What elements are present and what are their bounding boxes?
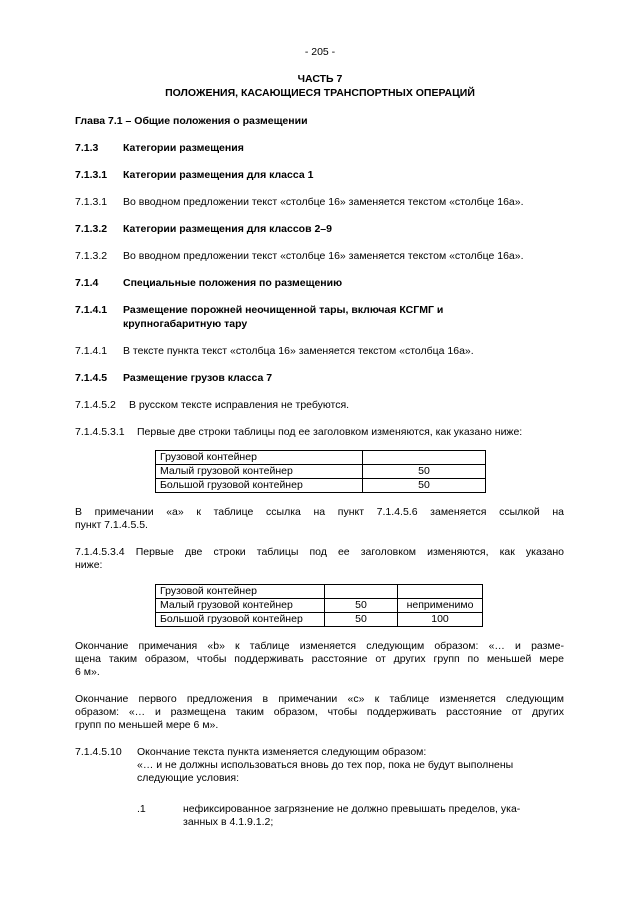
- section-number: 7.1.4.1: [75, 304, 108, 316]
- paragraph-text: Первые две строки таблицы под ее заголовком изменяются, как указано ниже:: [137, 426, 523, 438]
- list-item-number: .1: [137, 803, 146, 815]
- paragraph-text: Во вводном предложении текст «столбце 16» заменяется текстом «столбце 16а».: [123, 196, 524, 208]
- paragraph-number: 7.1.4.5.2: [75, 399, 116, 411]
- section-title: Категории размещения для класса 1: [123, 169, 314, 181]
- table-cell: 50: [363, 479, 486, 493]
- paragraph-text: В тексте пункта текст «столбца 16» заменяется текстом «столбца 16а».: [123, 345, 474, 357]
- paragraph-text: следующие условия:: [137, 772, 240, 784]
- table-cell: 50: [325, 613, 398, 627]
- table-cell: 50: [363, 465, 486, 479]
- part-title: ЧАСТЬ 7: [297, 73, 343, 85]
- paragraph-text: Во вводном предложении текст «столбце 16» заменяется текстом «столбце 16а».: [123, 250, 524, 262]
- table-cell: Малый грузовой контейнер: [156, 599, 325, 613]
- section-number: 7.1.3.2: [75, 223, 108, 235]
- list-item-text: нефиксированное загрязнение не должно превышать пределов, ука-: [183, 803, 521, 815]
- table-cell: Большой грузовой контейнер: [156, 479, 363, 493]
- section-number: 7.1.4: [75, 277, 99, 289]
- note-b-line: 6 м».: [75, 666, 100, 678]
- section-number: 7.1.3.1: [75, 169, 108, 181]
- list-item-text: занных в 4.1.9.1.2;: [183, 816, 274, 828]
- table-row: [156, 451, 486, 465]
- paragraph-number: 7.1.4.5.10: [75, 746, 122, 758]
- part-subtitle: ПОЛОЖЕНИЯ, КАСАЮЩИЕСЯ ТРАНСПОРТНЫХ ОПЕРАЦИЙ: [165, 87, 475, 99]
- paragraph-text: ниже:: [75, 559, 103, 571]
- section-title: Категории размещения для классов 2–9: [123, 223, 332, 235]
- table-row: [156, 479, 486, 493]
- note-c-line: образом: «… и размещена таким образом, чтобы поддерживать расстояние от других: [75, 706, 564, 718]
- table-row: [156, 465, 486, 479]
- table-row: [156, 613, 483, 627]
- note-a-line: пункт 7.1.4.5.5.: [75, 519, 148, 531]
- paragraph-number: 7.1.3.1: [75, 196, 108, 208]
- section-title: Размещение порожней неочищенной тары, включая КСГМГ и: [123, 304, 444, 316]
- note-c-line: Окончание первого предложения в примечании «c» к таблице изменяется следующим: [75, 693, 564, 705]
- container-table-1: [155, 450, 486, 493]
- paragraph-text: В русском тексте исправления не требуются.: [129, 399, 350, 411]
- table-cell: Малый грузовой контейнер: [156, 465, 363, 479]
- note-b-line: Окончание примечания «b» к таблице изменяется следующим образом: «… и разме-: [75, 640, 564, 652]
- table-cell: 100: [398, 613, 483, 627]
- paragraph-text: 7.1.4.5.3.4 Первые две строки таблицы под ее заголовком изменяются, как указано: [75, 546, 564, 558]
- table-cell: [363, 451, 486, 465]
- paragraph-number: 7.1.4.1: [75, 345, 108, 357]
- container-table-2: [155, 584, 483, 627]
- table-row: [156, 599, 483, 613]
- section-number: 7.1.4.5: [75, 372, 108, 384]
- section-title-continued: крупногабаритную тару: [123, 318, 248, 330]
- section-title: Категории размещения: [123, 142, 244, 154]
- paragraph-text: Окончание текста пункта изменяется следующим образом:: [137, 746, 427, 758]
- section-title: Размещение грузов класса 7: [123, 372, 273, 384]
- paragraph-number: 7.1.3.2: [75, 250, 108, 262]
- paragraph-number: 7.1.4.5.3.1: [75, 426, 125, 438]
- note-c-line: групп по меньшей мере 6 м».: [75, 719, 219, 731]
- note-a-line: В примечании «a» к таблице ссылка на пункт 7.1.4.5.6 заменяется ссылкой на: [75, 506, 564, 518]
- table-cell: 50: [325, 599, 398, 613]
- table-cell: неприменимо: [398, 599, 483, 613]
- table-cell: Большой грузовой контейнер: [156, 613, 325, 627]
- note-b-line: щена таким образом, чтобы поддерживать расстояние от других групп по меньшей мере: [75, 653, 564, 665]
- table-row: [156, 585, 483, 599]
- paragraph-text: «… и не должны использоваться вновь до тех пор, пока не будут выполнены: [137, 759, 514, 771]
- page-number: - 205 -: [304, 46, 336, 58]
- table-cell: [398, 585, 483, 599]
- section-title: Специальные положения по размещению: [123, 277, 343, 289]
- table-cell: Грузовой контейнер: [156, 451, 363, 465]
- table-cell: Грузовой контейнер: [156, 585, 325, 599]
- section-number: 7.1.3: [75, 142, 99, 154]
- chapter-title: Глава 7.1 – Общие положения о размещении: [75, 115, 308, 127]
- table-cell: [325, 585, 398, 599]
